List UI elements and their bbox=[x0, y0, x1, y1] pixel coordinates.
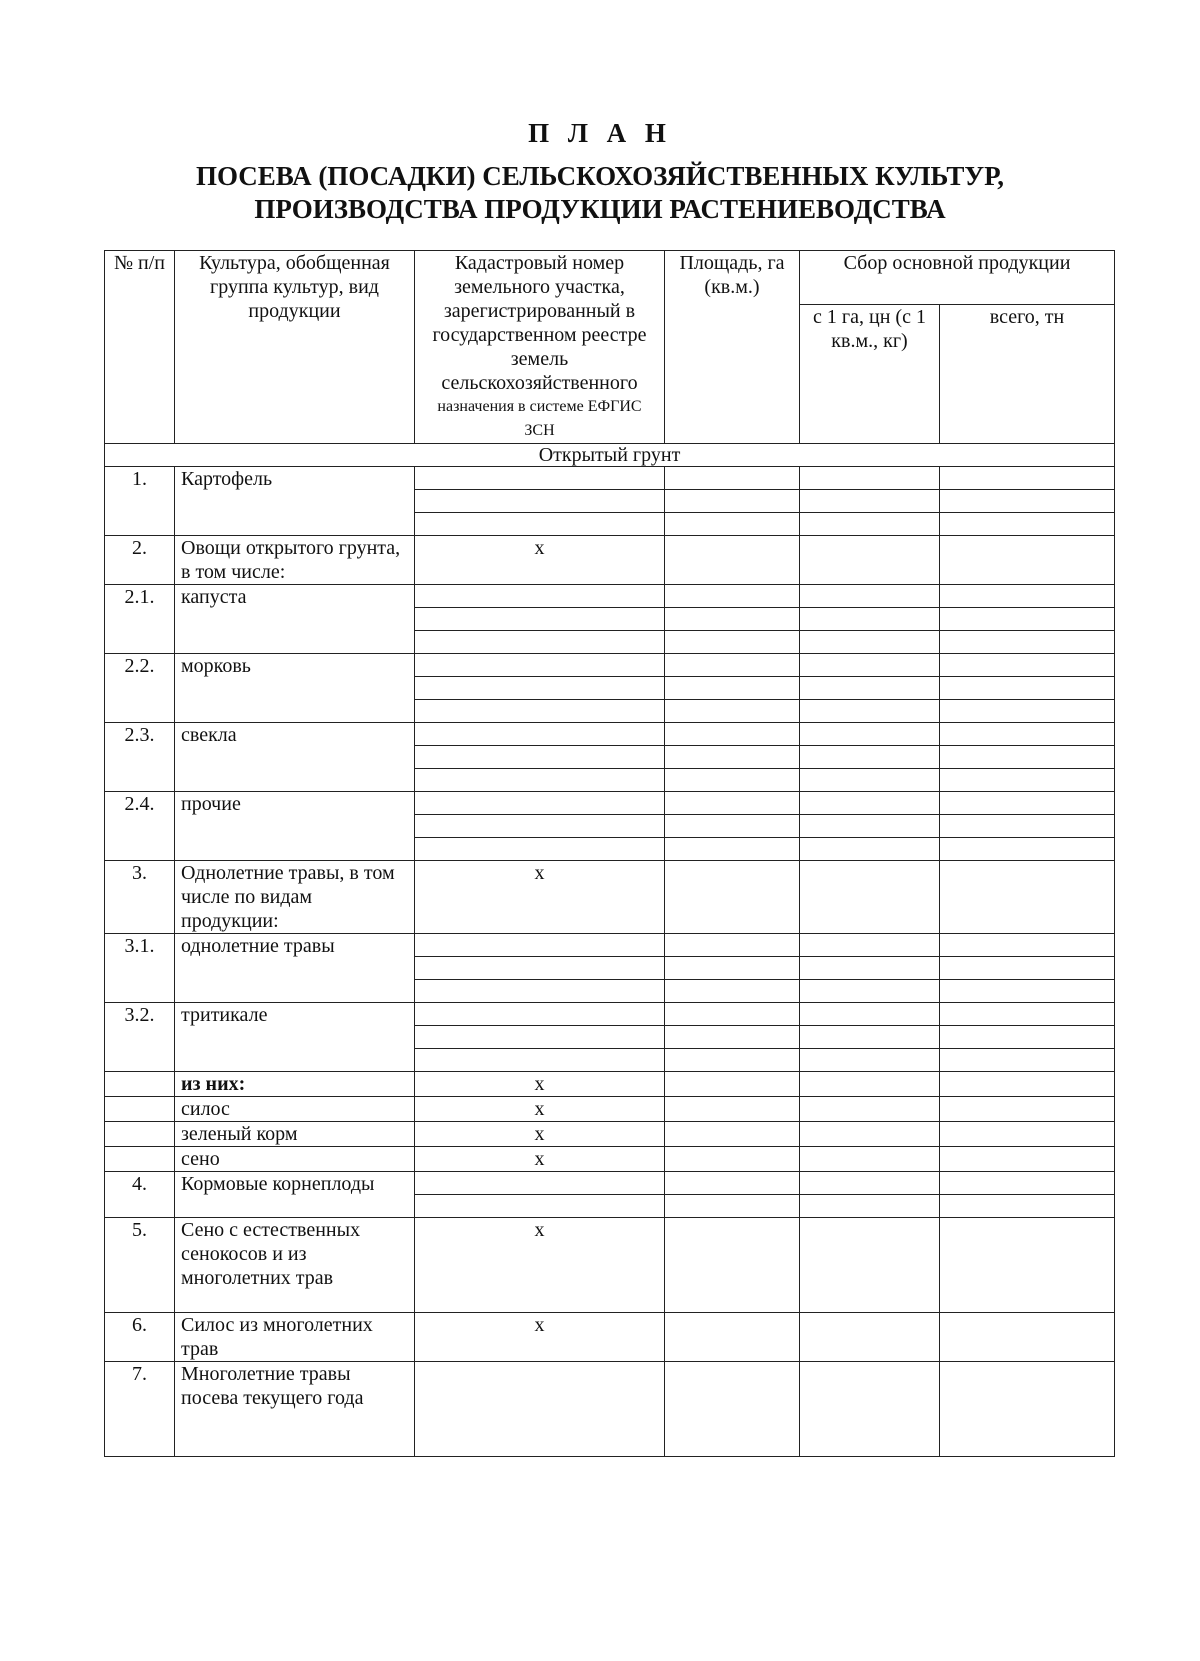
row-name: зеленый корм bbox=[175, 1122, 415, 1147]
row-num: 7. bbox=[105, 1362, 175, 1457]
plan-table bbox=[104, 250, 1115, 1457]
table-row bbox=[105, 1097, 1115, 1122]
header-cadastre-text: Кадастровый номер земельного участка, зарегистрированный в государственном реестре земель сельскохозяйственного bbox=[432, 252, 647, 394]
row-name: Силос из многолетних трав bbox=[175, 1313, 415, 1362]
row-name: из них: bbox=[175, 1072, 415, 1097]
row-mark: x bbox=[415, 1097, 665, 1122]
table-row bbox=[105, 1218, 1115, 1313]
table-row bbox=[105, 585, 1115, 608]
table-row bbox=[105, 1003, 1115, 1026]
subtitle-line-2: ПРОИЗВОДСТВА ПРОДУКЦИИ РАСТЕНИЕВОДСТВА bbox=[254, 194, 946, 224]
row-name: свекла bbox=[175, 723, 415, 792]
header-num: № п/п bbox=[105, 251, 175, 444]
table-row bbox=[105, 1122, 1115, 1147]
row-name: морковь bbox=[175, 654, 415, 723]
row-num: 2. bbox=[105, 536, 175, 585]
table-row bbox=[105, 723, 1115, 746]
row-num: 2.2. bbox=[105, 654, 175, 723]
row-mark: x bbox=[415, 1122, 665, 1147]
header-total: всего, тн bbox=[940, 305, 1115, 444]
row-name: Кормовые корнеплоды bbox=[175, 1172, 415, 1218]
table-row bbox=[105, 654, 1115, 677]
document-title: П Л А Н bbox=[528, 118, 672, 148]
row-mark: x bbox=[415, 1218, 665, 1313]
row-mark: x bbox=[415, 1072, 665, 1097]
row-name: сено bbox=[175, 1147, 415, 1172]
table-row bbox=[105, 1172, 1115, 1195]
row-num: 3.2. bbox=[105, 1003, 175, 1072]
header-row bbox=[105, 251, 1115, 305]
section-open-ground: Открытый грунт bbox=[105, 444, 1115, 467]
row-mark: x bbox=[415, 536, 665, 585]
row-name: силос bbox=[175, 1097, 415, 1122]
row-name: Сено с естественных сенокосов и из многолетних трав bbox=[175, 1218, 415, 1313]
header-cadastre bbox=[415, 251, 665, 444]
table-row bbox=[105, 792, 1115, 815]
table-row bbox=[105, 467, 1115, 490]
row-name: капуста bbox=[175, 585, 415, 654]
table-row bbox=[105, 1313, 1115, 1362]
row-num: 2.1. bbox=[105, 585, 175, 654]
row-mark: x bbox=[415, 1147, 665, 1172]
row-num: 2.4. bbox=[105, 792, 175, 861]
table-row bbox=[105, 861, 1115, 934]
row-num: 1. bbox=[105, 467, 175, 536]
table-row bbox=[105, 934, 1115, 957]
row-name: Многолетние травы посева текущего года bbox=[175, 1362, 415, 1457]
row-name: Овощи открытого грунта, в том числе: bbox=[175, 536, 415, 585]
section-row bbox=[105, 444, 1115, 467]
row-num: 6. bbox=[105, 1313, 175, 1362]
row-num: 2.3. bbox=[105, 723, 175, 792]
subtitle-line-1: ПОСЕВА (ПОСАДКИ) СЕЛЬСКОХОЗЯЙСТВЕННЫХ КУЛЬТУР, bbox=[195, 161, 1005, 191]
row-name: Однолетние травы, в том числе по видам продукции: bbox=[175, 861, 415, 934]
row-num: 4. bbox=[105, 1172, 175, 1218]
header-cadastre-small: назначения в системе ЕФГИС ЗСН bbox=[437, 398, 642, 439]
row-num: 3. bbox=[105, 861, 175, 934]
row-name: прочие bbox=[175, 792, 415, 861]
row-name: однолетние травы bbox=[175, 934, 415, 1003]
table-row bbox=[105, 1362, 1115, 1457]
row-mark: x bbox=[415, 1313, 665, 1362]
row-num: 5. bbox=[105, 1218, 175, 1313]
table-row bbox=[105, 536, 1115, 585]
document-subtitle bbox=[0, 160, 1200, 226]
row-mark: x bbox=[415, 861, 665, 934]
table-row bbox=[105, 1072, 1115, 1097]
header-crop: Культура, обобщенная группа культур, вид продукции bbox=[175, 251, 415, 444]
table-row bbox=[105, 1147, 1115, 1172]
row-name: тритикале bbox=[175, 1003, 415, 1072]
row-name: Картофель bbox=[175, 467, 415, 536]
header-per-ha: с 1 га, цн (с 1 кв.м., кг) bbox=[800, 305, 940, 444]
row-num: 3.1. bbox=[105, 934, 175, 1003]
header-area: Площадь, га (кв.м.) bbox=[665, 251, 800, 444]
header-harvest: Сбор основной продукции bbox=[800, 251, 1115, 305]
